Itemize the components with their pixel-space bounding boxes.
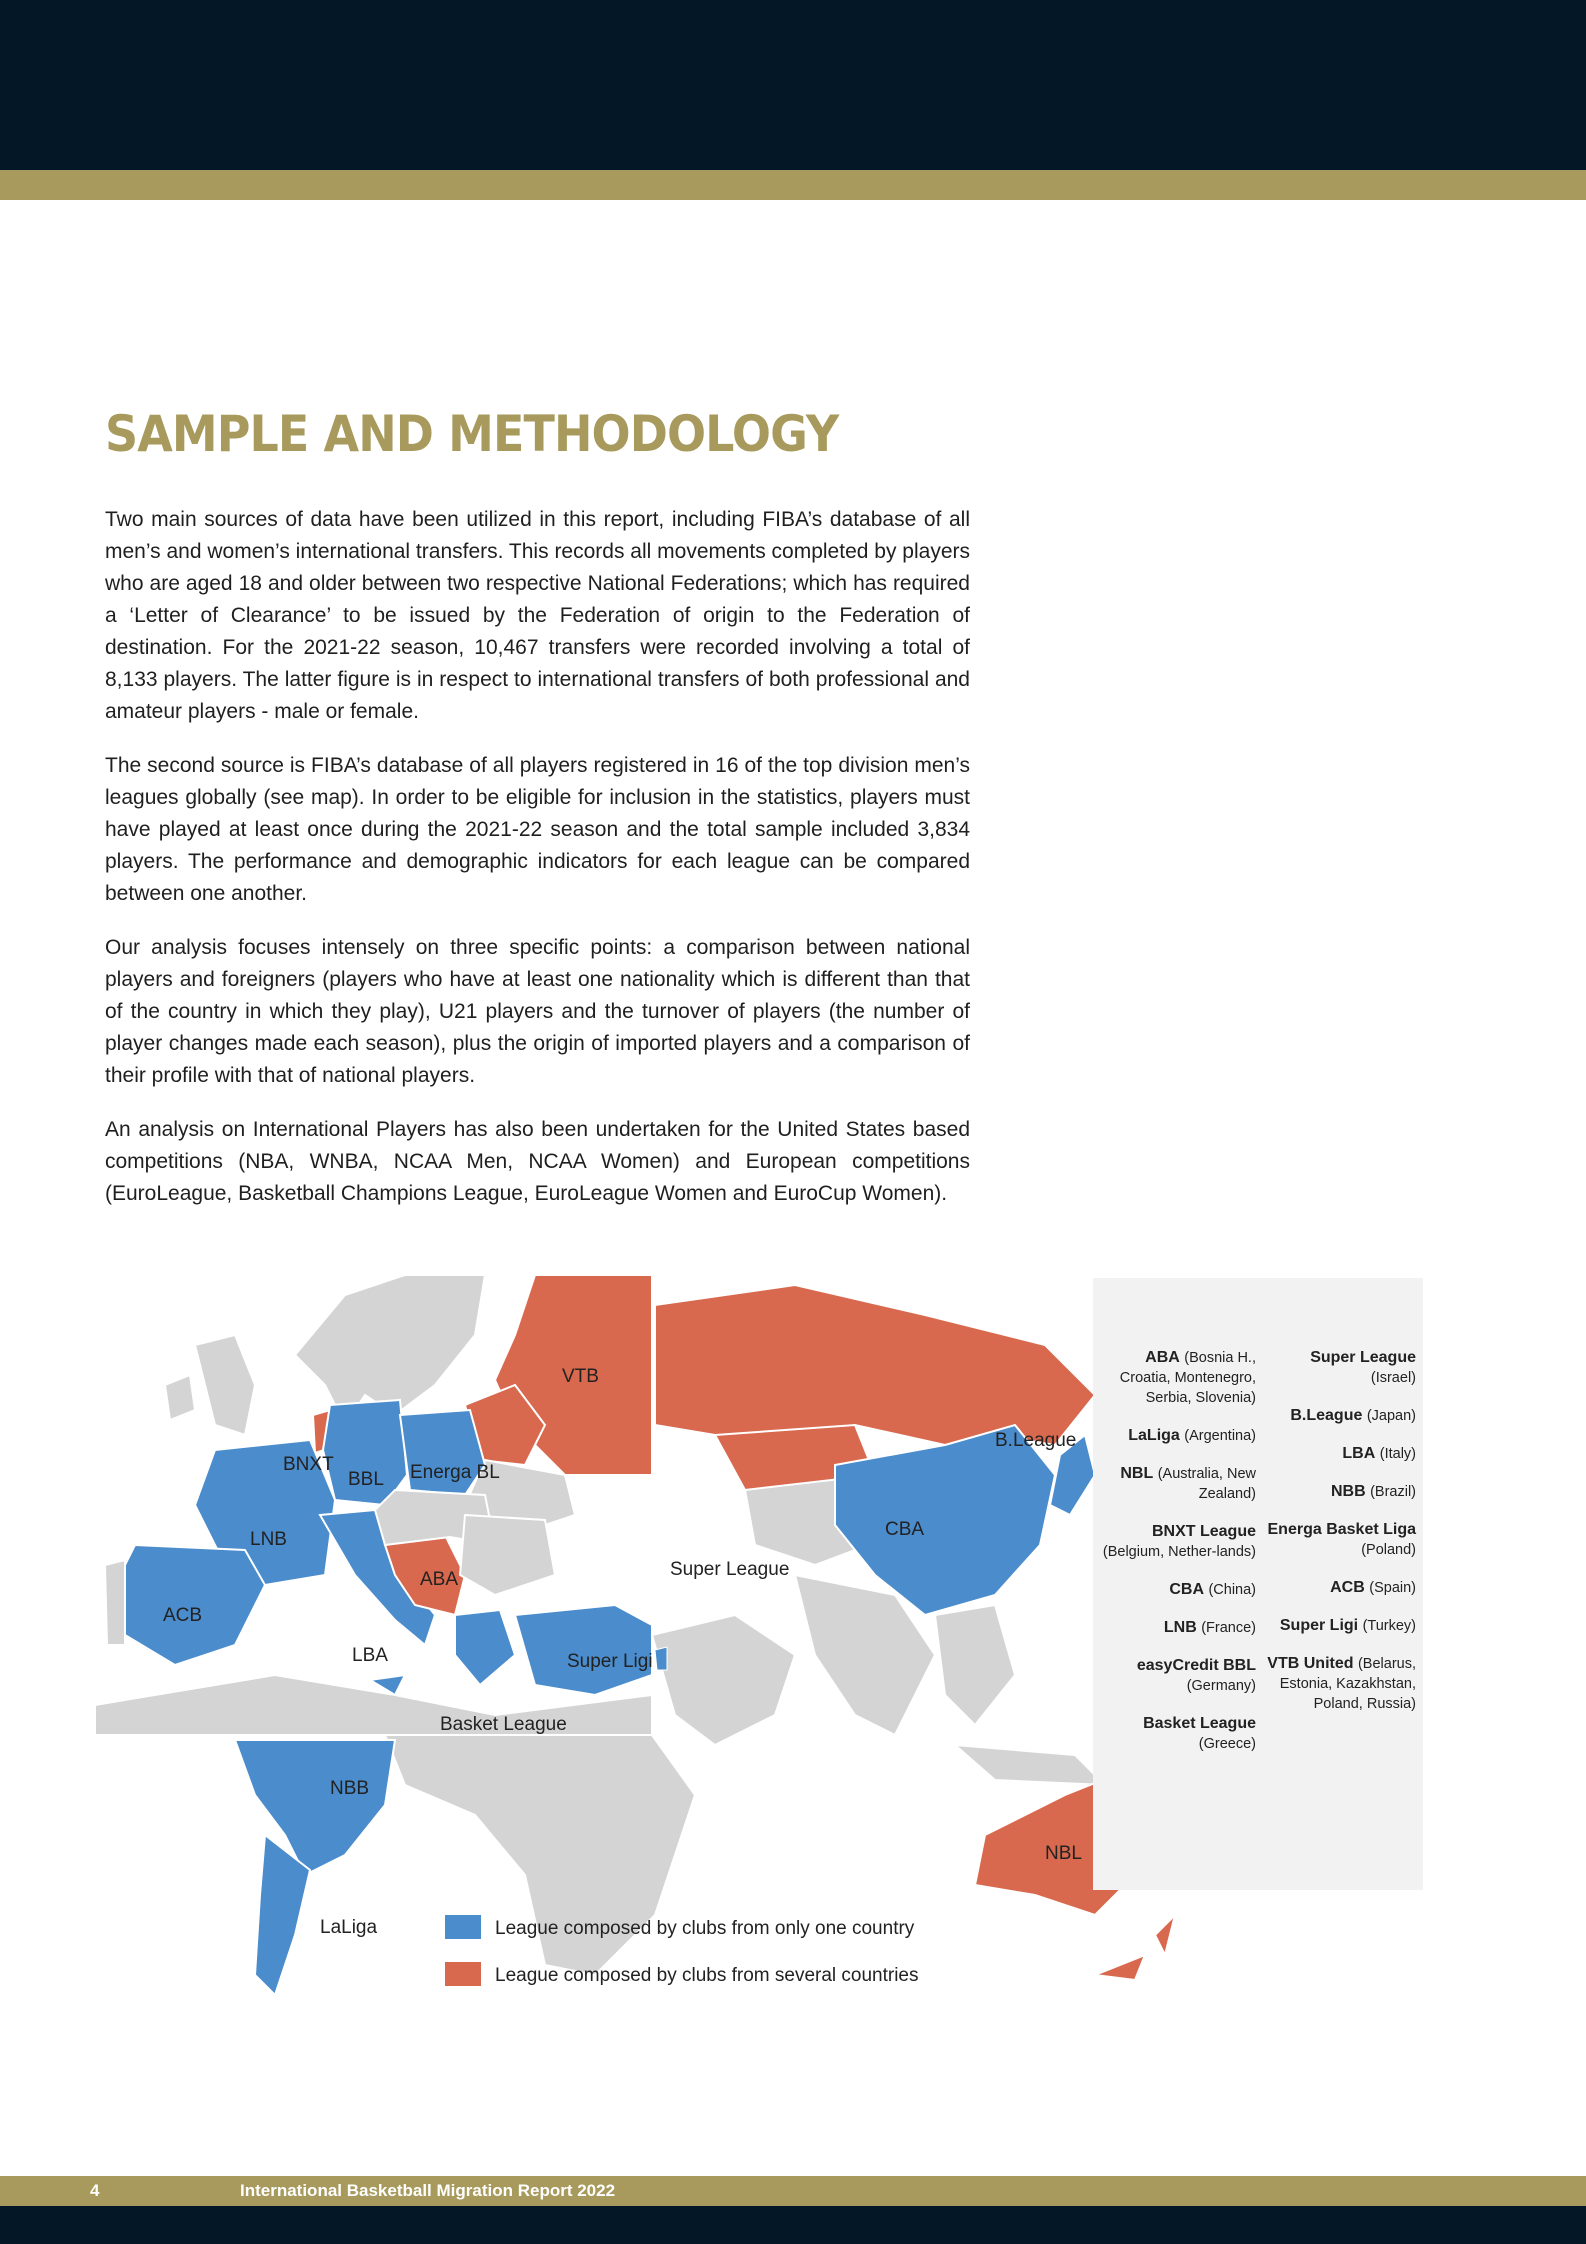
footer-accent-stripe [0, 2176, 1586, 2206]
league-note: (Australia, New Zealand) [1157, 1466, 1256, 1502]
league-entry-bnxt [1093, 1522, 1256, 1562]
label-lnb: LNB [250, 1529, 287, 1550]
league-entry-super-league [1266, 1348, 1416, 1388]
league-note: (Germany) [1186, 1678, 1256, 1694]
paragraph-2: The second source is FIBA’s database of all players registered in 16 of the top division men’s leagues globally (see map). In order to be eligible for inclusion in the statistics, players must have played at least once during the 2021-22 season and the total sample included 3,834 players. The performance and demographic indicators for each league can be compared between one another. [105, 754, 970, 905]
league-name: NBL [1120, 1465, 1154, 1482]
label-acb: ACB [163, 1605, 203, 1626]
league-entry-energa [1266, 1520, 1416, 1560]
league-entry-cba [1093, 1580, 1256, 1600]
league-note: (Japan) [1366, 1408, 1416, 1424]
league-entry-super-ligi [1266, 1616, 1416, 1636]
label-aba: ABA [420, 1569, 459, 1590]
league-name: LaLiga [1128, 1427, 1180, 1444]
label-bnxt: BNXT [283, 1454, 334, 1475]
legend-swatch-single [445, 1915, 481, 1939]
league-name: Super Ligi [1279, 1617, 1359, 1634]
league-note: (Israel) [1370, 1370, 1416, 1386]
paragraph-4: An analysis on International Players has also been undertaken for the United States based competitions (NBA, WNBA, NCAA Men, NCAA Women) and European competitions (EuroLeague, Basketball Champions League, EuroLeague Women and EuroCup Women). [105, 1118, 970, 1205]
league-name: Basket League [1143, 1715, 1256, 1732]
portugal-shape [105, 1560, 125, 1645]
league-note: (China) [1208, 1582, 1256, 1598]
page-number: 4 [90, 2181, 100, 2200]
label-energa: Energa BL [410, 1462, 500, 1483]
header-accent-stripe [0, 170, 1586, 200]
league-note: (France) [1201, 1620, 1256, 1636]
label-super-league: Super League [670, 1559, 790, 1580]
league-note: (Bosnia H., Croatia, Montenegro, Serbia, Slovenia) [1119, 1350, 1256, 1406]
legend-multiple-text: League composed by clubs from several countries [495, 1965, 919, 1986]
legend-single-text: League composed by clubs from only one country [495, 1918, 915, 1939]
league-entry-nbb [1266, 1482, 1416, 1502]
league-entry-lba [1266, 1444, 1416, 1464]
league-entry-laliga [1093, 1426, 1256, 1446]
league-name: Super League [1310, 1349, 1416, 1366]
label-bleague: B.League [995, 1430, 1077, 1451]
footer-report-title: International Basketball Migration Report 2022 [240, 2181, 616, 2200]
cba-shape [835, 1425, 1055, 1615]
label-nbl: NBL [1045, 1843, 1082, 1864]
new-zealand-north-shape [1155, 1915, 1175, 1955]
super-ligi-shape [515, 1605, 652, 1695]
league-name: easyCredit BBL [1136, 1657, 1256, 1674]
league-note: (Italy) [1379, 1446, 1416, 1462]
label-vtb: VTB [562, 1366, 599, 1387]
league-entry-nbl [1093, 1464, 1256, 1504]
league-entry-vtb [1266, 1654, 1416, 1714]
league-name: LBA [1342, 1445, 1376, 1462]
league-name: Energa Basket Liga [1267, 1521, 1416, 1538]
legend-swatch-multiple [445, 1962, 481, 1986]
league-entry-basket-league [1093, 1714, 1256, 1754]
label-basket-league: Basket League [440, 1714, 567, 1735]
russia-shape [655, 1285, 1095, 1445]
league-list-panel [1093, 1278, 1423, 1890]
league-name: ABA [1145, 1349, 1180, 1366]
super-league-shape [655, 1647, 667, 1670]
league-entry-bbl [1093, 1656, 1256, 1696]
league-note: (Turkey) [1362, 1618, 1416, 1634]
label-lba: LBA [352, 1645, 388, 1666]
label-bbl: BBL [348, 1469, 384, 1490]
league-name: CBA [1169, 1581, 1204, 1598]
league-list-right [1266, 1348, 1416, 1732]
league-name: LNB [1163, 1619, 1197, 1636]
body-text [105, 504, 970, 1232]
footer-band [0, 2206, 1586, 2244]
league-list-left [1093, 1348, 1256, 1772]
league-name: ACB [1330, 1579, 1365, 1596]
league-name: B.League [1290, 1407, 1363, 1424]
league-note: (Argentina) [1184, 1428, 1256, 1444]
league-entry-acb [1266, 1578, 1416, 1598]
nbb-shape [235, 1740, 395, 1875]
league-note: (Brazil) [1370, 1484, 1416, 1500]
middle-east-shape [652, 1615, 795, 1745]
africa-shape [385, 1735, 695, 1975]
paragraph-1: Two main sources of data have been utilized in this report, including FIBA’s database of all men’s and women’s international transfers. This records all movements completed by players who are aged 18 and older between two respective National Federations; which has required a ‘Letter of Clearance’ to be issued by the Federation of origin to the Federation of destination. For the 2021-22 season, 10,467 transfers were recorded involving a total of 8,133 players. The latter figure is in respect to international transfers of both professional and amateur players - male or female. [105, 508, 970, 723]
league-name: BNXT League [1151, 1523, 1256, 1540]
league-note: (Greece) [1198, 1736, 1256, 1752]
league-entry-aba [1093, 1348, 1256, 1408]
league-note: (Spain) [1369, 1580, 1416, 1596]
header-band [0, 0, 1586, 170]
label-laliga: LaLiga [320, 1917, 378, 1938]
label-nbb: NBB [330, 1778, 370, 1799]
se-asia-shape [935, 1605, 1015, 1725]
new-zealand-south-shape [1095, 1955, 1145, 1980]
league-name: VTB United [1267, 1655, 1354, 1672]
league-entry-lnb [1093, 1618, 1256, 1638]
league-name: NBB [1330, 1483, 1366, 1500]
league-note: (Belgium, Nether-lands) [1102, 1544, 1256, 1560]
paragraph-3: Our analysis focuses intensely on three specific points: a comparison between national players and foreigners (players who have at least one nationality which is different than that of the country in which they play), U21 players and the turnover of players (the number of player changes made each season), plus the origin of imported players and a comparison of their profile with that of national players. [105, 936, 970, 1087]
league-note: (Belarus, Estonia, Kazakhstan, Poland, Russia) [1279, 1656, 1416, 1712]
league-note: (Poland) [1361, 1542, 1416, 1558]
label-super-ligi: Super Ligi [567, 1651, 653, 1672]
page-title: SAMPLE AND METHODOLOGY [105, 405, 839, 463]
indonesia-shape [955, 1745, 1105, 1785]
label-cba: CBA [885, 1519, 925, 1540]
league-entry-bleague [1266, 1406, 1416, 1426]
